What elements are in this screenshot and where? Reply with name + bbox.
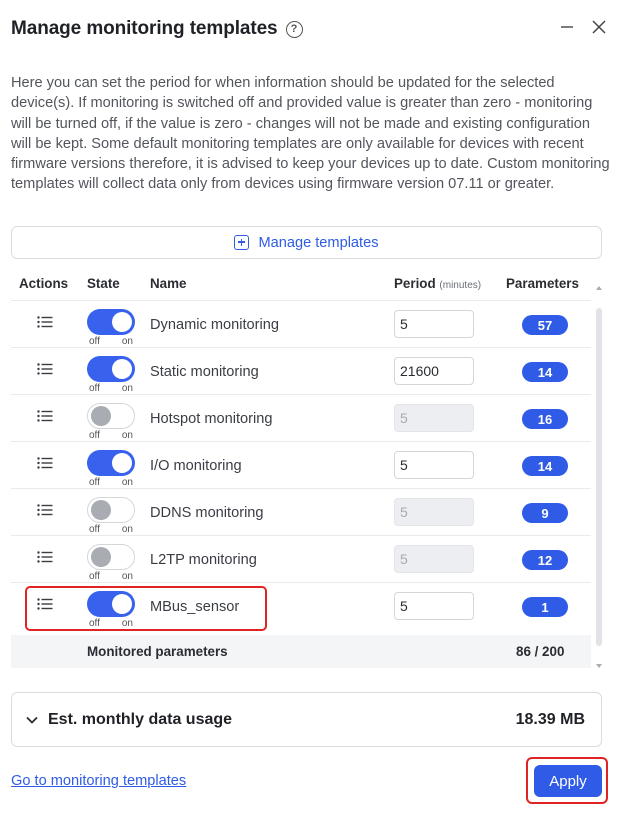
window-controls: [558, 18, 608, 36]
toggle-labels: [87, 524, 135, 535]
toggle-off-label: off: [89, 524, 100, 535]
period-input[interactable]: [394, 592, 474, 620]
dialog-title: Manage monitoring templates: [11, 18, 278, 39]
table-row: [11, 441, 591, 488]
table-header: [11, 268, 591, 300]
toggle-labels: [87, 383, 135, 394]
table-row: [11, 347, 591, 394]
scroll-down-icon[interactable]: [596, 664, 602, 668]
header-period: [394, 276, 481, 291]
summary-value: 86 / 200: [516, 644, 565, 659]
dialog-header: [11, 14, 608, 44]
toggle-on-label: on: [121, 336, 133, 347]
header-name: Name: [150, 276, 187, 291]
help-circle-icon[interactable]: ?: [286, 21, 303, 38]
table-row: [11, 394, 591, 441]
state-toggle-wrap: [87, 309, 135, 347]
state-toggle[interactable]: [87, 450, 135, 476]
toggle-knob: [112, 359, 132, 379]
state-toggle-wrap: [87, 497, 135, 535]
toggle-on-label: on: [121, 571, 133, 582]
state-toggle[interactable]: [87, 497, 135, 523]
parameters-badge[interactable]: 14: [522, 362, 568, 382]
state-toggle[interactable]: [87, 403, 135, 429]
templates-table: [11, 268, 603, 668]
toggle-off-label: off: [89, 430, 100, 441]
toggle-off-label: off: [89, 477, 100, 488]
toggle-off-label: off: [89, 336, 100, 347]
parameters-badge[interactable]: 57: [522, 315, 568, 335]
toggle-labels: [87, 430, 135, 441]
toggle-knob: [91, 547, 111, 567]
data-usage-panel[interactable]: [11, 692, 602, 747]
state-toggle-wrap: [87, 356, 135, 394]
toggle-knob: [91, 406, 111, 426]
list-menu-icon[interactable]: [37, 504, 53, 516]
state-toggle[interactable]: [87, 356, 135, 382]
list-menu-icon[interactable]: [37, 316, 53, 328]
scrollbar-thumb[interactable]: [596, 308, 602, 646]
header-actions: Actions: [19, 276, 69, 291]
template-name: MBus_sensor: [150, 599, 240, 615]
manage-templates-label: Manage templates: [258, 234, 379, 251]
close-icon[interactable]: [590, 18, 608, 36]
period-input[interactable]: [394, 357, 474, 385]
toggle-knob: [91, 500, 111, 520]
manage-templates-button[interactable]: [11, 226, 602, 259]
template-name: L2TP monitoring: [150, 552, 257, 568]
toggle-labels: [87, 477, 135, 488]
template-name: Dynamic monitoring: [150, 317, 279, 333]
parameters-badge[interactable]: 12: [522, 550, 568, 570]
list-menu-icon[interactable]: [37, 363, 53, 375]
template-name: Static monitoring: [150, 364, 259, 380]
template-name: DDNS monitoring: [150, 505, 264, 521]
toggle-on-label: on: [121, 618, 133, 629]
description-text: Here you can set the period for when information should be updated for the selected device(s). If monitoring is switched off and provided value is greater than zero - monitoring will be turned off, if the value is zero - changes will not be made and existing configuration will be kept. Some default monitoring templates are only available for devices with recent firmware versions therefore, it is advised to keep your devices up to date. Custom monitoring templates will collect data only from devices using firmware version 07.11 or greater.: [11, 75, 610, 193]
table-row: [11, 535, 591, 582]
parameters-badge[interactable]: 1: [522, 597, 568, 617]
chevron-down-icon: [26, 714, 38, 726]
toggle-on-label: on: [121, 383, 133, 394]
header-period-label: Period: [394, 276, 436, 291]
parameters-badge[interactable]: 16: [522, 409, 568, 429]
state-toggle-wrap: [87, 403, 135, 441]
period-input[interactable]: [394, 310, 474, 338]
toggle-knob: [112, 594, 132, 614]
toggle-labels: [87, 571, 135, 582]
table-row: [11, 300, 591, 347]
minimize-icon[interactable]: [558, 18, 576, 36]
parameters-badge[interactable]: 14: [522, 456, 568, 476]
state-toggle-wrap: [87, 544, 135, 582]
data-usage-label: Est. monthly data usage: [48, 710, 233, 728]
template-name: I/O monitoring: [150, 458, 242, 474]
template-name: Hotspot monitoring: [150, 411, 273, 427]
toggle-labels: [87, 336, 135, 347]
list-menu-icon[interactable]: [37, 457, 53, 469]
toggle-knob: [112, 453, 132, 473]
apply-button[interactable]: Apply: [534, 765, 602, 797]
scroll-up-icon[interactable]: [596, 286, 602, 290]
state-toggle[interactable]: [87, 309, 135, 335]
toggle-labels: [87, 618, 135, 629]
data-usage-value: 18.39 MB: [515, 710, 585, 728]
state-toggle-wrap: [87, 450, 135, 488]
state-toggle[interactable]: [87, 591, 135, 617]
toggle-off-label: off: [89, 383, 100, 394]
toggle-on-label: on: [121, 430, 133, 441]
toggle-off-label: off: [89, 618, 100, 629]
table-row: [11, 582, 591, 629]
header-state: State: [87, 276, 120, 291]
period-input[interactable]: [394, 498, 474, 526]
toggle-on-label: on: [121, 477, 133, 488]
header-parameters: Parameters: [506, 276, 579, 291]
list-menu-icon[interactable]: [37, 598, 53, 610]
list-menu-icon[interactable]: [37, 551, 53, 563]
parameters-badge[interactable]: 9: [522, 503, 568, 523]
state-toggle-wrap: [87, 591, 135, 629]
go-to-templates-link[interactable]: Go to monitoring templates: [11, 773, 187, 789]
toggle-knob: [112, 312, 132, 332]
period-input[interactable]: [394, 451, 474, 479]
list-menu-icon[interactable]: [37, 410, 53, 422]
period-input[interactable]: [394, 404, 474, 432]
summary-row: [11, 635, 591, 668]
plus-square-icon: [234, 235, 249, 250]
summary-label: Monitored parameters: [87, 644, 228, 659]
toggle-on-label: on: [121, 524, 133, 535]
scrollbar[interactable]: [595, 284, 603, 668]
toggle-off-label: off: [89, 571, 100, 582]
header-period-unit: (minutes): [439, 280, 482, 291]
state-toggle[interactable]: [87, 544, 135, 570]
period-input[interactable]: [394, 545, 474, 573]
table-row: [11, 488, 591, 535]
